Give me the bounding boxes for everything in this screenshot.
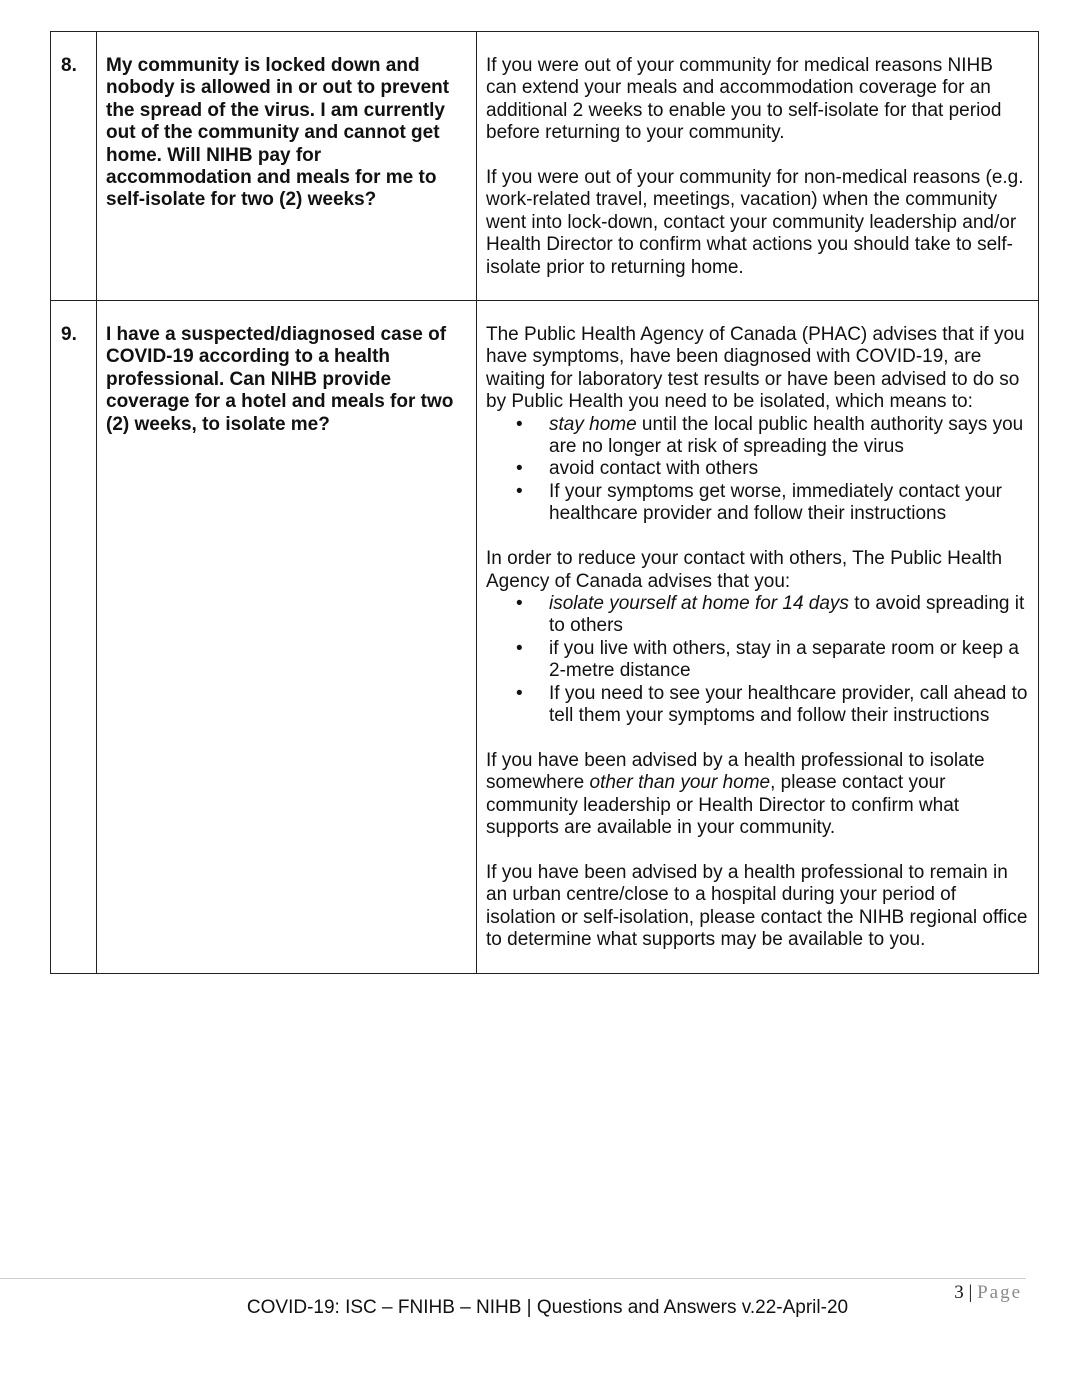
footer-divider [0, 1278, 1026, 1279]
list-item: • isolate yourself at home for 14 days to avoid spreading it to others [486, 593, 1028, 638]
answer-cell [477, 32, 1039, 301]
list-item: • If you need to see your healthcare provider, call ahead to tell them your symptoms and follow their instructions [486, 683, 1028, 728]
answer-paragraph: If you were out of your community for medical reasons NIHB can extend your meals and accommodation coverage for an additional 2 weeks to enable you to self-isolate for that period before returning to your community. [486, 55, 1002, 144]
list-item: • If your symptoms get worse, immediately contact your healthcare provider and follow their instructions [486, 481, 1028, 526]
footer-text: COVID-19: ISC – FNIHB – NIHB | Questions and Answers v.22-April-20 [246, 1297, 849, 1318]
answer-paragraph: In order to reduce your contact with others, The Public Health Agency of Canada advises that you: [486, 548, 1003, 592]
answer-paragraph: If you were out of your community for non-medical reasons (e.g. work-related travel, meetings, vacation) when the community went into lock-down, contact your community leadership and/or Health Director to confirm what actions you should take to self-isolate prior to returning home. [486, 167, 1024, 278]
answer-paragraph: If you have been advised by a health professional to isolate somewhere other than your home, please contact your community leadership or Health Director to confirm what supports are available in your community. [486, 749, 985, 838]
row-number: 9. [51, 301, 97, 974]
answer-cell [477, 301, 1039, 974]
table-row [51, 301, 1039, 974]
qa-table [50, 31, 1039, 974]
question-text: My community is locked down and nobody is allowed in or out to prevent the spread of the virus. I am currently out of the community and cannot get home. Will NIHB pay for accommodation and meals for me to self-isolate for two (2) weeks? [97, 32, 477, 301]
list-item: • stay home until the local public health authority says you are no longer at risk of spreading the virus [486, 414, 1028, 459]
list-item: • if you live with others, stay in a separate room or keep a 2-metre distance [486, 638, 1028, 683]
list-item: • avoid contact with others [486, 458, 1028, 480]
row-number: 8. [51, 32, 97, 301]
bullet-list [486, 593, 1028, 727]
question-text: I have a suspected/diagnosed case of COVID-19 according to a health professional. Can NIHB provide coverage for a hotel and meals for two (2) weeks, to isolate me? [97, 301, 477, 974]
answer-paragraph: If you have been advised by a health professional to remain in an urban centre/close to a hospital during your period of isolation or self-isolation, please contact the NIHB regional office to determine what supports may be available to you. [486, 861, 1028, 950]
page-number: 3 | Page [954, 1282, 1022, 1303]
table-row [51, 32, 1039, 301]
answer-paragraph: The Public Health Agency of Canada (PHAC) advises that if you have symptoms, have been diagnosed with COVID-19, are waiting for laboratory test results or have been advised to do so by Public Health you need to be isolated, which means to: [486, 324, 1025, 413]
bullet-list [486, 414, 1028, 526]
